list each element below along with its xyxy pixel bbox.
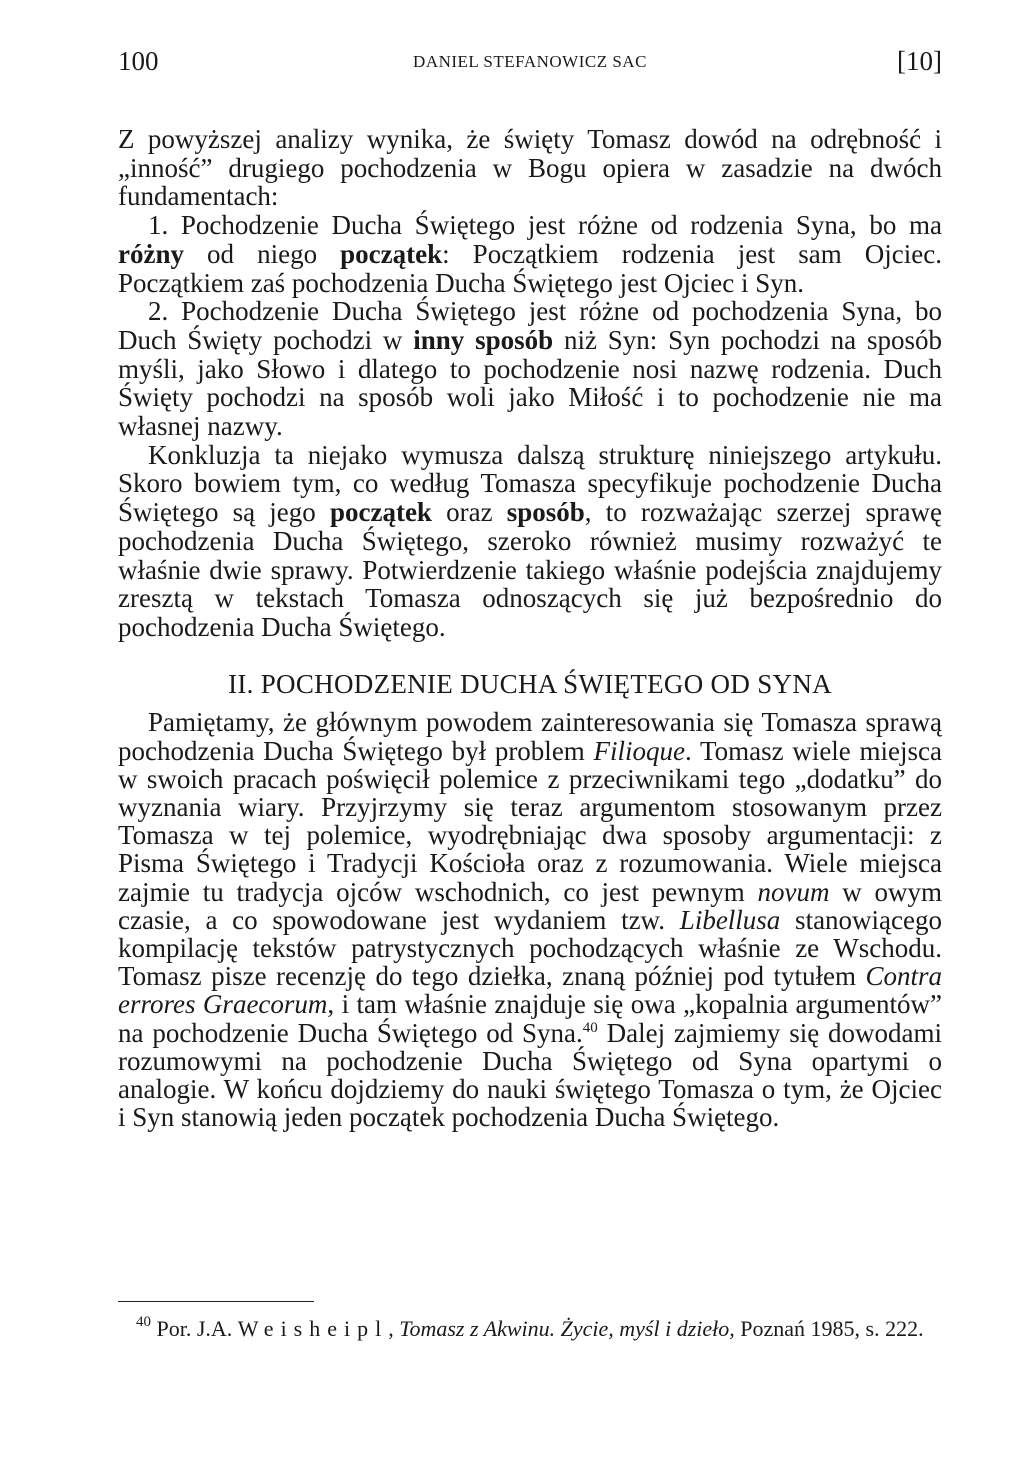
section-code: [10]: [897, 46, 942, 76]
text-run: stanowiącego kompilację tekstów patrystycznych pochodzących właśnie ze Wschodu. Tomasz pisze recenzję do tego dziełka, znaną później pod tytułem: [118, 904, 943, 992]
page-number: 100: [118, 46, 159, 76]
text-run: od niego: [183, 238, 341, 269]
footnote-reference[interactable]: 40: [582, 1019, 598, 1036]
section-1: [118, 125, 942, 642]
text-run: Por. J.A.: [151, 1316, 238, 1341]
text-run: Poznań 1985, s. 222.: [734, 1316, 924, 1341]
bold-term: sposób: [506, 497, 585, 528]
text-run: Konkluzja ta niejako wymusza dalszą strukturę niniejszego artykułu. Skoro bowiem tym, co według Tomasza specyfikuje pochodzenie Ducha Świętego są jego: [118, 439, 942, 528]
italic-title: Contra errores Graecorum: [118, 961, 942, 1020]
italic-term: novum: [757, 876, 830, 907]
paragraph-filioque: [118, 708, 942, 1131]
text-run: Dalej zajmiemy się dowodami rozumowymi na pochodzenie Ducha Świętego od Syna opartymi o analogie. W końcu dojdziemy do nauki świętego Tomasza o tym, że Ojciec i Syn stanowią jeden początek pochodzenia Ducha Świętego.: [118, 1017, 943, 1133]
text-run: : Początkiem rodzenia jest sam Ojciec. Początkiem zaś pochodzenia Ducha Świętego jest Ojciec i Syn.: [118, 238, 942, 298]
section-2: [118, 708, 942, 1131]
footnote-rule: [118, 1301, 314, 1302]
running-head: DANIEL STEFANOWICZ SAC: [413, 52, 647, 71]
bold-term: różny: [118, 238, 184, 269]
text-run: . Tomasz wiele miejsca w swoich pracach poświęcił polemice z przeciwnikami tego „dodatku” do wyznania wiary. Przyjrzymy się teraz argumentom stosowanym przez Tomasza w tej polemice, wyodrębniając dwa sposoby argumentacji: z Pisma Świętego i Tradycji Kościoła oraz z rozumowania. Wiele miejsca zajmie tu tradycja ojców wschodnich, co jest pewnym: [118, 735, 942, 907]
paragraph-intro: Z powyższej analizy wynika, że święty Tomasz dowód na odrębność i „inność” drugiego pochodzenia w Bogu opiera w zasadzie na dwóch fundamentach:: [118, 124, 942, 212]
text-run: w owym czasie, a co spowodowane jest wydaniem tzw.: [118, 876, 943, 935]
footnote-number: 40: [136, 1314, 151, 1330]
text-run: Pamiętamy, że głównym powodem zainteresowania się Tomasza sprawą pochodzenia Ducha Świętego był problem: [118, 707, 942, 766]
paragraph-conclusion: [118, 441, 942, 642]
running-header: [118, 46, 942, 86]
bold-term: początek: [329, 497, 432, 528]
text-run: niż Syn: Syn pochodzi na sposób myśli, jako Słowo i dlatego to pochodzenie nosi nazwę rodzenia. Duch Święty pochodzi na sposób woli jako Miłość i to pochodzenie nie ma własnej nazwy.: [118, 324, 942, 442]
paragraph-point-2: [118, 297, 942, 441]
bold-term: inny sposób: [413, 324, 554, 355]
text-run: 2. Pochodzenie Ducha Świętego jest różne od pochodzenia Syna, bo Duch Święty pochodzi w: [118, 296, 942, 355]
footnote-title: Tomasz z Akwinu. Życie, myśl i dzieło,: [399, 1316, 735, 1341]
body-text: [118, 125, 942, 1131]
text-run: ,: [388, 1316, 400, 1341]
bold-term: początek: [340, 238, 443, 269]
footnote: [118, 1316, 942, 1342]
italic-term: Libellusa: [679, 904, 781, 935]
section-heading: II. POCHODZENIE DUCHA ŚWIĘTEGO OD SYNA: [228, 668, 832, 699]
text-run: 1. Pochodzenie Ducha Świętego jest różne od rodzenia Syna, bo ma: [148, 210, 942, 241]
italic-term: Filioque: [593, 735, 686, 766]
footnote-author: Weisheipl: [237, 1316, 389, 1341]
text-run: oraz: [431, 497, 507, 528]
text-run: , to rozważając szerzej sprawę pochodzenia Ducha Świętego, szeroko również musimy rozważyć te właśnie dwie sprawy. Potwierdzenie takiego właśnie podejścia znajdujemy zresztą w tekstach Tomasza odnoszących się już bezpośrednio do pochodzenia Ducha Świętego.: [118, 497, 943, 642]
text-run: , i tam właśnie znajduje się owa „kopalnia argumentów” na pochodzenie Ducha Świętego od Syna.: [118, 989, 942, 1048]
paragraph-point-1: [118, 211, 942, 297]
